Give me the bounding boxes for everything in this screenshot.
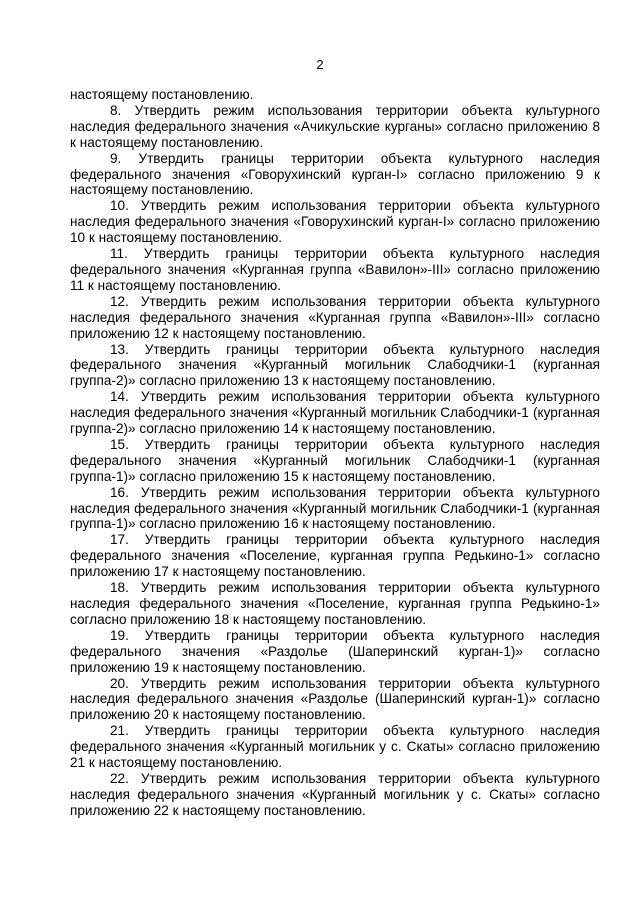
paragraph-item-8: 8. Утвердить режим использования территории объекта культурного наследия федерального значения «Ачикульские курганы» согласно приложению 8 к настоящему постановлению.: [70, 102, 600, 150]
page-number: 2: [316, 57, 324, 72]
paragraph-item-16: 16. Утвердить режим использования территории объекта культурного наследия федерального значения «Курганный могильник Слабодчики-1 (курганная группа-1)» согласно приложению 16 к настоящему постановлению.: [70, 484, 600, 532]
paragraph-item-15: 15. Утвердить границы территории объекта культурного наследия федерального значения «Курганный могильник Слабодчики-1 (курганная группа-1)» согласно приложению 15 к настоящему постановлению.: [70, 436, 600, 484]
paragraph-item-19: 19. Утвердить границы территории объекта культурного наследия федерального значения «Раздолье (Шаперинский курган-1)» согласно приложению 19 к настоящему постановлению.: [70, 627, 600, 675]
paragraph-item-9: 9. Утвердить границы территории объекта культурного наследия федерального значения «Говорухинский курган-I» согласно приложению 9 к настоящему постановлению.: [70, 150, 600, 198]
document-body: [70, 87, 600, 819]
paragraph-item-18: 18. Утвердить режим использования территории объекта культурного наследия федерального значения «Поселение, курганная группа Редькино-1» согласно приложению 18 к настоящему постановлению.: [70, 580, 600, 627]
paragraph-item-22: 22. Утвердить режим использования территории объекта культурного наследия федерального значения «Курганный могильник у с. Скаты» согласно приложению 22 к настоящему постановлению.: [70, 770, 600, 818]
paragraph-item-21: 21. Утвердить границы территории объекта культурного наследия федерального значения «Курганный могильник у с. Скаты» согласно приложению 21 к настоящему постановлению.: [70, 723, 600, 771]
paragraph-continuation: настоящему постановлению.: [70, 87, 254, 102]
paragraph-item-20: 20. Утвердить режим использования территории объекта культурного наследия федерального значения «Раздолье (Шаперинский курган-1)» согласно приложению 20 к настоящему постановлению.: [70, 675, 600, 723]
paragraph-item-10: 10. Утвердить режим использования территории объекта культурного наследия федерального значения «Говорухинский курган-I» согласно приложению 10 к настоящему постановлению.: [70, 198, 600, 246]
paragraph-item-12: 12. Утвердить режим использования территории объекта культурного наследия федерального значения «Курганная группа «Вавилон»-III» согласно приложению 12 к настоящему постановлению.: [70, 293, 600, 341]
paragraph-item-14: 14. Утвердить режим использования территории объекта культурного наследия федерального значения «Курганный могильник Слабодчики-1 (курганная группа-2)» согласно приложению 14 к настоящему постановлению.: [70, 389, 600, 437]
paragraph-item-13: 13. Утвердить границы территории объекта культурного наследия федерального значения «Курганный могильник Слабодчики-1 (курганная группа-2)» согласно приложению 13 к настоящему постановлению.: [70, 341, 600, 389]
paragraph-item-11: 11. Утвердить границы территории объекта культурного наследия федерального значения «Курганная группа «Вавилон»-III» согласно приложению 11 к настоящему постановлению.: [70, 246, 600, 293]
paragraph-item-17: 17. Утвердить границы территории объекта культурного наследия федерального значения «Поселение, курганная группа Редькино-1» согласно приложению 17 к настоящему постановлению.: [70, 532, 600, 580]
